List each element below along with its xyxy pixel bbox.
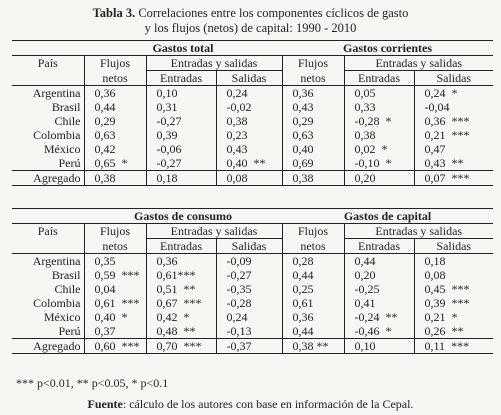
country-cell: Agregado — [12, 171, 84, 186]
source-label: Fuente — [87, 397, 123, 411]
value-cell — [344, 86, 414, 101]
value: 0,21 — [424, 310, 446, 324]
col-header-entradas: Entradas — [146, 71, 216, 86]
value-cell — [84, 282, 146, 296]
value-cell — [282, 339, 344, 354]
significance-stars: *** — [183, 296, 202, 310]
header-spacer — [12, 209, 84, 224]
value: 0,20 — [354, 268, 376, 282]
value-cell — [282, 324, 344, 339]
value: -0,06 — [156, 142, 182, 156]
value: 0,24 — [226, 86, 248, 100]
value: 0,63 — [292, 128, 314, 142]
col-header-netos: netos — [84, 71, 146, 86]
country-cell: Chile — [54, 282, 81, 296]
value: 0,38 — [354, 128, 376, 142]
col-header-netos: netos — [282, 239, 344, 254]
header-spacer — [12, 41, 84, 56]
value: 0,36 — [424, 114, 446, 128]
value: 0,07 — [424, 171, 446, 185]
significance-stars: *** — [183, 339, 202, 353]
value-cell — [282, 100, 344, 114]
significance-stars: * — [385, 114, 392, 128]
significance-stars: * — [183, 310, 190, 324]
value-cell — [344, 310, 414, 324]
value-cell — [414, 142, 493, 156]
value-cell — [146, 156, 216, 171]
value-cell — [414, 86, 493, 101]
value: 0,63 — [94, 128, 116, 142]
value-cell — [344, 142, 414, 156]
col-header-entradas-salidas: Entradas y salidas — [146, 224, 282, 239]
value-cell — [146, 114, 216, 128]
value-cell — [216, 142, 282, 156]
value-cell — [414, 100, 493, 114]
significance-stars: * — [121, 156, 128, 170]
country-cell: Argentina — [32, 254, 81, 268]
value: 0,70 — [156, 339, 178, 353]
significance-stars: *** — [121, 339, 140, 353]
col-header-entradas: Entradas — [146, 239, 216, 254]
value-cell — [84, 171, 146, 186]
value-cell — [84, 296, 146, 310]
value: 0,38 — [292, 171, 314, 185]
value: 0,43 — [226, 142, 248, 156]
section-title-right: Gastos de capital — [282, 209, 493, 224]
country-cell: Argentina — [32, 86, 81, 100]
value: -0,27 — [156, 114, 182, 128]
significance-stars: ** — [183, 282, 196, 296]
value: -0,25 — [354, 282, 380, 296]
value: 0,61*** — [156, 268, 196, 282]
value-cell — [84, 100, 146, 114]
col-header-entradas-salidas: Entradas y salidas — [344, 56, 493, 71]
table-row — [12, 100, 493, 114]
col-header-flujos: Flujos — [282, 56, 344, 71]
table-row — [12, 339, 493, 354]
source-note — [0, 397, 501, 412]
value-cell — [216, 324, 282, 339]
significance-stars: * — [121, 310, 128, 324]
table-row — [12, 156, 493, 171]
value: 0,51 — [156, 282, 178, 296]
value: 0,11 — [424, 339, 446, 353]
value-cell — [282, 128, 344, 142]
value-cell — [414, 171, 493, 186]
value: 0,33 — [354, 100, 376, 114]
value-cell — [344, 156, 414, 171]
value-cell — [84, 128, 146, 142]
value: 0,42 — [94, 142, 116, 156]
value: 0,67 — [156, 296, 178, 310]
value-cell — [84, 339, 146, 354]
country-cell: Chile — [54, 114, 81, 128]
value-cell — [146, 100, 216, 114]
value: 0,45 — [424, 282, 446, 296]
value-cell — [84, 268, 146, 282]
significance-stars: *** — [451, 296, 470, 310]
value-cell — [146, 254, 216, 269]
col-header-netos: netos — [84, 239, 146, 254]
value: 0,28 — [292, 254, 314, 268]
value-cell — [216, 282, 282, 296]
significance-stars: *** — [451, 114, 470, 128]
col-header-flujos: Flujos — [282, 224, 344, 239]
significance-stars: *** — [451, 128, 470, 142]
significance-stars: * — [385, 156, 392, 170]
value: 0,02 — [354, 142, 376, 156]
value-cell — [344, 296, 414, 310]
value-cell — [282, 296, 344, 310]
significance-stars: * — [451, 310, 458, 324]
section-title-left: Gastos de consumo — [84, 209, 282, 224]
value-cell — [84, 310, 146, 324]
significance-stars: *** — [451, 282, 470, 296]
value: 0,44 — [94, 100, 116, 114]
value: -0,13 — [226, 324, 252, 338]
value-cell — [414, 310, 493, 324]
value-cell — [414, 254, 493, 269]
value: 0,18 — [156, 171, 178, 185]
value-cell — [414, 282, 493, 296]
col-header-salidas: Salidas — [216, 71, 282, 86]
value: 0,21 — [424, 128, 446, 142]
value: 0,36 — [292, 310, 314, 324]
value: 0,10 — [156, 86, 178, 100]
value-cell — [146, 128, 216, 142]
value: 0,36 — [94, 86, 116, 100]
table-row — [12, 268, 493, 282]
table-number: Tabla 3. — [92, 6, 136, 20]
value: 0,69 — [292, 156, 314, 170]
value-cell — [146, 268, 216, 282]
value: -0,02 — [226, 100, 252, 114]
significance-stars: ** — [451, 156, 464, 170]
value: 0,38 ** — [292, 339, 329, 353]
value-cell — [282, 310, 344, 324]
source-text: : cálculo de los autores con base en información de la Cepal. — [122, 397, 414, 411]
value: 0,24 — [226, 310, 248, 324]
value-cell — [414, 128, 493, 142]
value-cell — [146, 282, 216, 296]
value: 0,40 — [226, 156, 248, 170]
panel-gastos-consumo-capital — [12, 208, 493, 354]
table-row — [12, 282, 493, 296]
value-cell — [216, 128, 282, 142]
value-cell — [84, 324, 146, 339]
value-cell — [216, 86, 282, 101]
value: -0,27 — [156, 156, 182, 170]
value-cell — [414, 114, 493, 128]
col-header-netos: netos — [282, 71, 344, 86]
significance-stars: *** — [121, 268, 140, 282]
value: 0,39 — [156, 128, 178, 142]
table-row — [12, 114, 493, 128]
value: 0,65 — [94, 156, 116, 170]
value: -0,24 — [354, 310, 380, 324]
value-cell — [282, 142, 344, 156]
header-spacer — [12, 239, 84, 254]
value: 0,42 — [156, 310, 178, 324]
country-cell: Colombia — [33, 128, 81, 142]
significance-stars: * — [381, 142, 388, 156]
value-cell — [146, 142, 216, 156]
col-header-entradas-salidas: Entradas y salidas — [146, 56, 282, 71]
value: 0,04 — [94, 282, 116, 296]
country-cell: Brasil — [51, 100, 81, 114]
value: 0,40 — [94, 310, 116, 324]
value: 0,61 — [292, 296, 314, 310]
value-cell — [216, 268, 282, 282]
value: -0,46 — [354, 324, 380, 338]
header-spacer — [12, 71, 84, 86]
value: 0,44 — [292, 268, 314, 282]
table-title — [0, 6, 501, 36]
value: 0,44 — [354, 254, 376, 268]
title-line2: y los flujos (netos) de capital: 1990 - 2010 — [144, 21, 357, 35]
value-cell — [216, 171, 282, 186]
country-cell: Colombia — [33, 296, 81, 310]
significance-stars: *** — [451, 171, 470, 185]
value: 0,59 — [94, 268, 116, 282]
country-cell: Perú — [58, 324, 81, 338]
value-cell — [146, 324, 216, 339]
value-cell — [344, 268, 414, 282]
panel-gastos-total-corrientes — [12, 40, 493, 186]
value: 0,25 — [292, 282, 314, 296]
value: 0,48 — [156, 324, 178, 338]
value-cell — [84, 156, 146, 171]
table-row — [12, 254, 493, 269]
value: 0,43 — [292, 100, 314, 114]
table-row — [12, 86, 493, 101]
value: -0,09 — [226, 254, 252, 268]
value: -0,27 — [226, 268, 252, 282]
col-header-entradas-salidas: Entradas y salidas — [344, 224, 493, 239]
country-cell: Brasil — [51, 268, 81, 282]
value: 0,05 — [354, 86, 376, 100]
value-cell — [216, 310, 282, 324]
value: 0,08 — [226, 171, 248, 185]
value: 0,47 — [424, 142, 446, 156]
value: 0,61 — [94, 296, 116, 310]
significance-stars: * — [451, 86, 458, 100]
value-cell — [146, 339, 216, 354]
col-header-entradas: Entradas — [344, 239, 414, 254]
section-title-left: Gastos total — [84, 41, 282, 56]
table-row — [12, 324, 493, 339]
value: 0,10 — [354, 339, 376, 353]
value-cell — [84, 142, 146, 156]
value: 0,31 — [156, 100, 178, 114]
value-cell — [414, 339, 493, 354]
col-header-entradas: Entradas — [344, 71, 414, 86]
value-cell — [216, 296, 282, 310]
country-cell: México — [43, 310, 81, 324]
value: -0,35 — [226, 282, 252, 296]
value-cell — [282, 254, 344, 269]
table-row — [12, 128, 493, 142]
title-line1: Correlaciones entre los componentes cíclicos de gasto — [135, 6, 409, 20]
value: -0,37 — [226, 339, 252, 353]
value-cell — [414, 268, 493, 282]
value-cell — [344, 324, 414, 339]
significance-stars: ** — [385, 310, 398, 324]
col-header-salidas: Salidas — [414, 239, 493, 254]
value: 0,08 — [424, 268, 446, 282]
value: 0,40 — [292, 142, 314, 156]
value-cell — [414, 296, 493, 310]
table-row — [12, 296, 493, 310]
value: 0,35 — [94, 254, 116, 268]
table-row — [12, 142, 493, 156]
value-cell — [84, 114, 146, 128]
value: 0,18 — [424, 254, 446, 268]
value-cell — [84, 254, 146, 269]
value: 0,38 — [226, 114, 248, 128]
value: 0,24 — [424, 86, 446, 100]
value-cell — [414, 324, 493, 339]
value-cell — [216, 339, 282, 354]
value: 0,29 — [94, 114, 116, 128]
value-cell — [344, 128, 414, 142]
significance-stars: *** — [451, 339, 470, 353]
value-cell — [216, 114, 282, 128]
value-cell — [146, 171, 216, 186]
value-cell — [282, 282, 344, 296]
value: 0,36 — [156, 254, 178, 268]
value-cell — [146, 296, 216, 310]
significance-note: *** p<0.01, ** p<0.05, * p<0.1 — [16, 376, 169, 390]
value: -0,28 — [226, 296, 252, 310]
value-cell — [344, 282, 414, 296]
value-cell — [84, 86, 146, 101]
significance-stars: ** — [451, 324, 464, 338]
col-header-flujos: Flujos — [84, 56, 146, 71]
value-cell — [282, 86, 344, 101]
value: -0,28 — [354, 114, 380, 128]
col-header-salidas: Salidas — [216, 239, 282, 254]
value: 0,20 — [354, 171, 376, 185]
col-header-pais: País — [12, 56, 84, 71]
col-header-pais: País — [12, 224, 84, 239]
value-cell — [344, 114, 414, 128]
value: -0,10 — [354, 156, 380, 170]
country-cell: México — [43, 142, 81, 156]
col-header-flujos: Flujos — [84, 224, 146, 239]
value-cell — [344, 171, 414, 186]
value-cell — [344, 254, 414, 269]
value-cell — [146, 310, 216, 324]
value: 0,39 — [424, 296, 446, 310]
significance-stars: ** — [183, 324, 196, 338]
section-title-right: Gastos corrientes — [282, 41, 493, 56]
value: 0,43 — [424, 156, 446, 170]
value-cell — [414, 156, 493, 171]
value: 0,44 — [292, 324, 314, 338]
value: 0,36 — [292, 86, 314, 100]
country-cell: Perú — [58, 156, 81, 170]
col-header-salidas: Salidas — [414, 71, 493, 86]
value-cell — [282, 156, 344, 171]
value-cell — [282, 268, 344, 282]
significance-stars: * — [385, 324, 392, 338]
value-cell — [344, 339, 414, 354]
value-cell — [282, 171, 344, 186]
value: -0,04 — [424, 100, 450, 114]
table-row — [12, 171, 493, 186]
value-cell — [216, 156, 282, 171]
value: 0,29 — [292, 114, 314, 128]
significance-stars: ** — [253, 156, 266, 170]
value: 0,60 — [94, 339, 116, 353]
country-cell: Agregado — [12, 339, 84, 354]
value-cell — [216, 254, 282, 269]
significance-stars: *** — [121, 296, 140, 310]
value-cell — [146, 86, 216, 101]
value: 0,38 — [94, 171, 116, 185]
value: 0,41 — [354, 296, 376, 310]
value: 0,26 — [424, 324, 446, 338]
value-cell — [216, 100, 282, 114]
value-cell — [344, 100, 414, 114]
value: 0,37 — [94, 324, 116, 338]
value: 0,23 — [226, 128, 248, 142]
value-cell — [282, 114, 344, 128]
table-row — [12, 310, 493, 324]
